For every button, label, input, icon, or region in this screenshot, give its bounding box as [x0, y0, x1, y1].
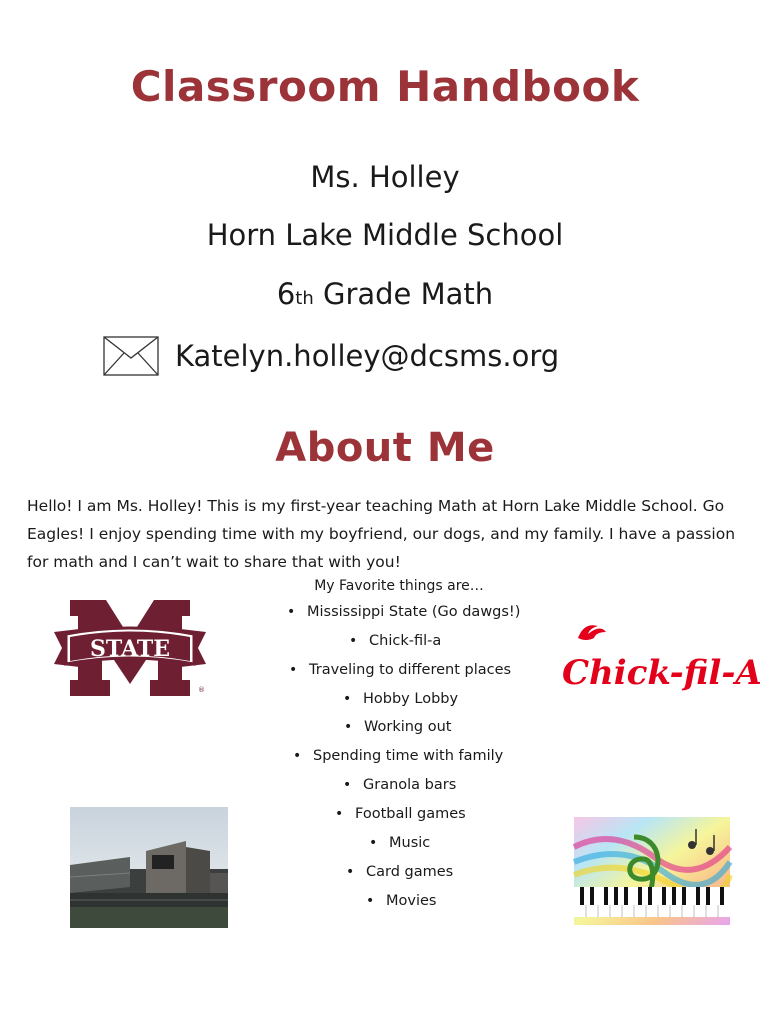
- school-name: Horn Lake Middle School: [206, 218, 564, 252]
- favorite-item: • Working out: [364, 719, 452, 735]
- stadium-photo: [70, 807, 228, 928]
- favorite-item: • Card games: [366, 864, 453, 880]
- svg-text:®: ®: [198, 686, 205, 694]
- grade-subject: [0, 277, 770, 311]
- favorite-item: • Spending time with family: [313, 748, 503, 764]
- grade-suffix: th: [295, 288, 314, 309]
- teacher-name: Ms. Holley: [310, 160, 460, 194]
- favorite-item: • Hobby Lobby: [363, 691, 458, 707]
- favorite-item: • Mississippi State (Go dawgs!): [307, 604, 520, 620]
- chick-fil-a-logo: [560, 618, 762, 694]
- grade-number: 6: [276, 277, 296, 311]
- favorite-item: • Music: [389, 835, 430, 851]
- about-me-heading: About Me: [275, 425, 495, 471]
- favorite-item: • Traveling to different places: [309, 662, 511, 678]
- favorite-item: • Chick-fil-a: [369, 633, 441, 649]
- email-link[interactable]: Katelyn.holley@dcsms.org: [175, 339, 560, 373]
- grade-label: Grade Math: [313, 277, 494, 311]
- mississippi-state-logo: [48, 598, 212, 698]
- chick-logo-text: Chick-fil-A: [562, 653, 762, 693]
- state-logo-text: STATE: [89, 636, 171, 662]
- favorite-item: • Football games: [355, 806, 466, 822]
- email-row: [103, 336, 623, 376]
- favorites-title: My Favorite things are…: [314, 578, 484, 594]
- about-intro-text: Hello! I am Ms. Holley! This is my first-year teaching Math at Horn Lake Middle School. Go Eagles! I enjoy spending time with my boyfriend, our dogs, and my family. I have a passion for math and I can’t wait to share that with you!: [27, 497, 736, 571]
- favorite-item: • Movies: [386, 893, 436, 909]
- handbook-title: Classroom Handbook: [130, 62, 640, 111]
- favorite-item: • Granola bars: [363, 777, 456, 793]
- music-art-image: [574, 817, 730, 925]
- envelope-icon: [103, 336, 159, 376]
